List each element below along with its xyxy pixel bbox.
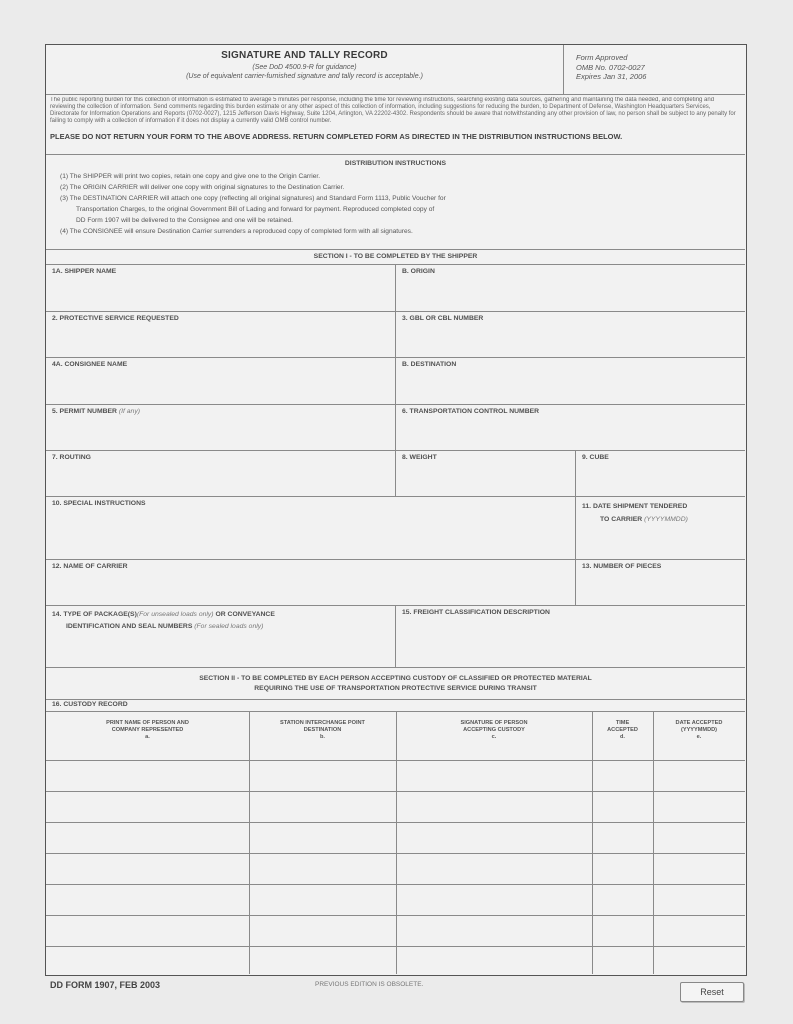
distribution-item-3: (3) The DESTINATION CARRIER will attach one copy (reflecting all original signatures) and Standard Form 1113, Public Voucher for [60, 195, 446, 202]
gbl-number-field[interactable] [396, 312, 745, 358]
col-header-date [653, 720, 745, 741]
column-divider [653, 712, 654, 974]
previous-edition-note: PREVIOUS EDITION IS OBSOLETE. [315, 981, 424, 988]
burden-statement-block [46, 95, 745, 155]
custody-record-label: 16. CUSTODY RECORD [52, 701, 128, 708]
column-divider [592, 712, 593, 974]
shipper-name-label: 1A. SHIPPER NAME [52, 268, 117, 275]
weight-label: 8. WEIGHT [402, 454, 437, 461]
origin-label: B. ORIGIN [402, 268, 435, 275]
col-header-name-line2: COMPANY REPRESENTED [111, 727, 184, 733]
permit-number-label: 5. PERMIT NUMBER [52, 408, 117, 415]
col-header-signature-line2: ACCEPTING CUSTODY [463, 727, 525, 733]
form-subtitle: (See DoD 4500.9-R for guidance) [252, 64, 357, 71]
distribution-item-4: (4) The CONSIGNEE will ensure Destination Carrier surrenders a reproduced copy of completed form with all signatures. [60, 228, 413, 235]
table-row-divider [46, 791, 745, 792]
tcn-field[interactable] [396, 405, 745, 451]
omb-block [576, 53, 736, 82]
table-row-divider [46, 760, 745, 761]
shipper-name-field[interactable] [46, 265, 396, 312]
form-approved-text: Form Approved [576, 53, 628, 62]
special-instructions-field[interactable] [46, 497, 576, 560]
package-type-note: (For unsealed loads only) [136, 611, 214, 618]
col-header-station-letter: b. [320, 734, 325, 740]
section-2-line-2: REQUIRING THE USE OF TRANSPORTATION PROTECTIVE SERVICE DURING TRANSIT [254, 685, 537, 692]
column-divider [396, 712, 397, 974]
form-note: (Use of equivalent carrier-furnished signature and tally record is acceptable.) [186, 73, 423, 80]
number-pieces-label: 13. NUMBER OF PIECES [582, 563, 662, 570]
distribution-item-1: (1) The SHIPPER will print two copies, retain one copy and give one to the Origin Carrier. [60, 173, 321, 180]
table-row-divider [46, 884, 745, 885]
package-type-label: 14. TYPE OF PACKAGE(S) [52, 611, 137, 618]
freight-class-field[interactable] [396, 606, 745, 668]
col-header-date-line1: DATE ACCEPTED [675, 720, 723, 726]
col-header-station-line1: STATION INTERCHANGE POINT [280, 720, 365, 726]
weight-field[interactable] [396, 451, 576, 497]
signature-tally-form [45, 44, 747, 976]
date-shipment-suffix: (YYYYMMDD) [644, 516, 688, 523]
burden-statement: The public reporting burden for this collection of information is estimated to average 5 minutes per response, including the time for reviewing instructions, searching existing data sources, gathering and maintaining the data needed, and completing and reviewing the collection of information. Send comments regarding this burden estimate or any other aspect of this collection of information, including suggestions for reducing the burden, to Department of Defense, Washington Headquarters Services, Directorate for Information Operations and Reports (0702-0027), 1215 Jefferson Davis Highway, Suite 1204, Arlington, VA 22202-4302. Respondents should be aware that notwithstanding any other provision of law, no person shall be subject to any penalty for failing to comply with a collection of information if it does not display a currently valid OMB control number. [50, 97, 736, 124]
date-shipment-label-2: TO CARRIER [600, 516, 643, 523]
package-type-label-b: OR CONVEYANCE [215, 611, 275, 618]
column-divider [249, 712, 250, 974]
section-2-heading [46, 668, 745, 700]
col-header-time-line2: ACCEPTED [607, 727, 638, 733]
distribution-instructions [46, 155, 745, 250]
return-notice: PLEASE DO NOT RETURN YOUR FORM TO THE ABOVE ADDRESS. RETURN COMPLETED FORM AS DIRECTED IN THE DISTRIBUTION INSTRUCTIONS BELOW. [50, 132, 623, 141]
col-header-time-letter: d. [620, 734, 625, 740]
col-header-time [592, 720, 653, 741]
distribution-item-3-cont: Transportation Charges, to the original Government Bill of Lading and forward for payment. Reproduced completed copy of [76, 206, 435, 213]
tcn-label: 6. TRANSPORTATION CONTROL NUMBER [402, 408, 540, 415]
destination-label: B. DESTINATION [402, 361, 457, 368]
col-header-signature-letter: c. [491, 734, 497, 740]
permit-number-suffix: (If any) [118, 408, 140, 415]
col-header-name [46, 720, 249, 741]
cube-field[interactable] [576, 451, 745, 497]
protective-service-field[interactable] [46, 312, 396, 358]
col-header-signature-line1: SIGNATURE OF PERSON [460, 720, 528, 726]
package-type-label-c: IDENTIFICATION AND SEAL NUMBERS [66, 623, 193, 630]
package-type-note-2: (For sealed loads only) [194, 623, 264, 630]
routing-label: 7. ROUTING [52, 454, 91, 461]
table-row-divider [46, 822, 745, 823]
col-header-date-letter: e. [696, 734, 702, 740]
reset-button[interactable]: Reset [680, 982, 744, 1002]
distribution-heading: DISTRIBUTION INSTRUCTIONS [344, 160, 447, 167]
expiry-date: Expires Jan 31, 2006 [576, 72, 647, 81]
custody-table [46, 712, 745, 974]
col-header-time-line1: TIME [615, 720, 630, 726]
custody-record-heading [46, 700, 745, 712]
form-header [46, 45, 745, 95]
form-title: SIGNATURE AND TALLY RECORD [221, 50, 388, 61]
carrier-name-label: 12. NAME OF CARRIER [52, 563, 128, 570]
protective-service-label: 2. PROTECTIVE SERVICE REQUESTED [52, 315, 179, 322]
routing-field[interactable] [46, 451, 396, 497]
origin-field[interactable] [396, 265, 745, 312]
freight-class-label: 15. FREIGHT CLASSIFICATION DESCRIPTION [402, 609, 550, 616]
title-area [46, 45, 564, 94]
col-header-date-line2: (YYYYMMDD) [680, 727, 718, 733]
number-pieces-field[interactable] [576, 560, 745, 606]
package-type-field[interactable] [46, 606, 396, 668]
gbl-number-label: 3. GBL OR CBL NUMBER [402, 315, 484, 322]
col-header-signature [396, 720, 592, 741]
col-header-station-line2: DESTINATION [303, 727, 342, 733]
distribution-item-2: (2) The ORIGIN CARRIER will deliver one copy with original signatures to the Destination Carrier. [60, 184, 345, 191]
section-1-heading: SECTION I - TO BE COMPLETED BY THE SHIPPER [46, 250, 745, 265]
col-header-name-letter: a. [145, 734, 150, 740]
table-row-divider [46, 915, 745, 916]
table-row-divider [46, 946, 745, 947]
col-header-station [249, 720, 396, 741]
destination-field[interactable] [396, 358, 745, 405]
special-instructions-label: 10. SPECIAL INSTRUCTIONS [52, 500, 146, 507]
table-row-divider [46, 853, 745, 854]
consignee-name-field[interactable] [46, 358, 396, 405]
cube-label: 9. CUBE [582, 454, 609, 461]
section-2-line-1: SECTION II - TO BE COMPLETED BY EACH PERSON ACCEPTING CUSTODY OF CLASSIFIED OR PROTECTED MATERIAL [199, 675, 592, 682]
col-header-name-line1: PRINT NAME OF PERSON AND [106, 720, 189, 726]
consignee-name-label: 4A. CONSIGNEE NAME [52, 361, 128, 368]
date-shipment-label: 11. DATE SHIPMENT TENDERED [582, 503, 688, 510]
form-id: DD FORM 1907, FEB 2003 [50, 980, 161, 990]
omb-number: OMB No. 0702-0027 [576, 62, 645, 72]
distribution-item-3-cont2: DD Form 1907 will be delivered to the Consignee and one will be retained. [76, 217, 293, 224]
carrier-name-field[interactable] [46, 560, 576, 606]
date-shipment-field[interactable] [576, 497, 745, 560]
permit-number-field[interactable] [46, 405, 396, 451]
